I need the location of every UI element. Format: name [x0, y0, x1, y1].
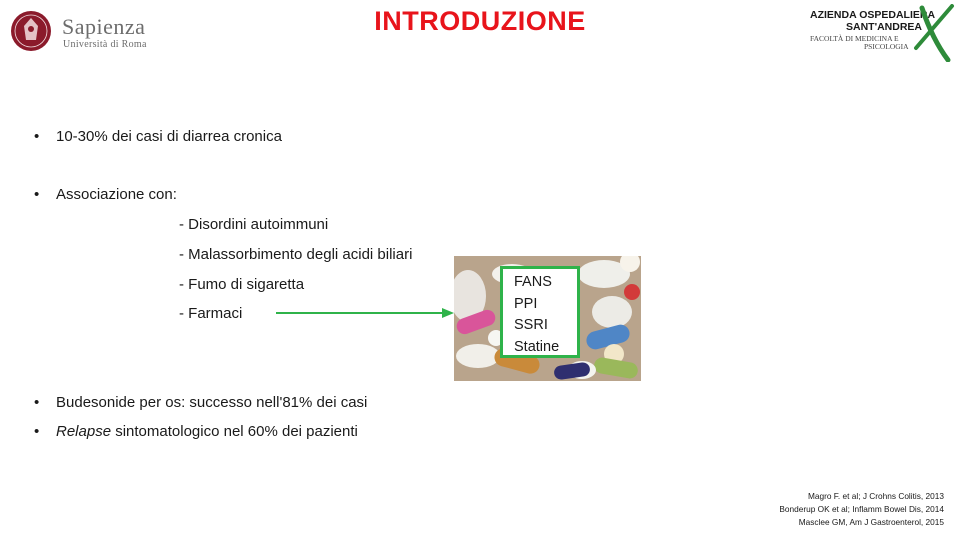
santandrea-line4: PSICOLOGIA [864, 42, 909, 51]
bullet-dot: • [34, 128, 40, 145]
santandrea-line1: AZIENDA OSPEDALIERA [810, 9, 936, 21]
bullet-text: Associazione con: [56, 186, 177, 203]
sub-item-fumo: - Fumo di sigaretta [179, 276, 305, 293]
reference-item: Magro F. et al; J Crohns Colitis, 2013 [807, 491, 944, 501]
sub-item-acidi-biliari: - Malassorbimento degli acidi biliari [179, 246, 413, 263]
drug-list-box [500, 266, 580, 358]
drug-item: SSRI [514, 317, 548, 333]
drug-item: FANS [514, 274, 552, 290]
sub-item-autoimmuni: - Disordini autoimmuni [179, 216, 329, 233]
drug-item: PPI [514, 295, 538, 312]
bullet-text: Budesonide per os: successo nell'81% dei casi [56, 394, 368, 411]
bullet-relapse [34, 423, 358, 441]
bullet-emphasis: Relapse [56, 423, 112, 440]
sub-item-farmaci: - Farmaci [179, 305, 243, 322]
santandrea-line2: SANT'ANDREA [846, 21, 922, 33]
page-title: INTRODUZIONE [374, 6, 586, 36]
bullet-dot: • [34, 394, 40, 411]
bullet-text: 10-30% dei casi di diarrea cronica [56, 128, 282, 145]
bullet-dot: • [34, 423, 40, 440]
reference-item: Bonderup OK et al; Inflamm Bowel Dis, 2014 [779, 504, 944, 514]
sapienza-name: Sapienza [62, 14, 146, 39]
bullet-associazione [34, 186, 177, 204]
drug-item: Statine [514, 338, 560, 355]
arrow-icon [276, 306, 456, 320]
bullet-dot: • [34, 186, 40, 203]
santandrea-logo [806, 4, 956, 62]
bullet-budesonide [34, 394, 367, 412]
references [779, 490, 944, 529]
bullet-text: sintomatologico nel 60% dei pazienti [111, 423, 358, 440]
reference-item: Masclee GM, Am J Gastroenterol, 2015 [798, 517, 944, 527]
sapienza-subtitle: Università di Roma [63, 39, 147, 50]
santandrea-line3: FACOLTÀ DI MEDICINA E [810, 34, 899, 43]
bullet-diarrea [34, 128, 282, 146]
